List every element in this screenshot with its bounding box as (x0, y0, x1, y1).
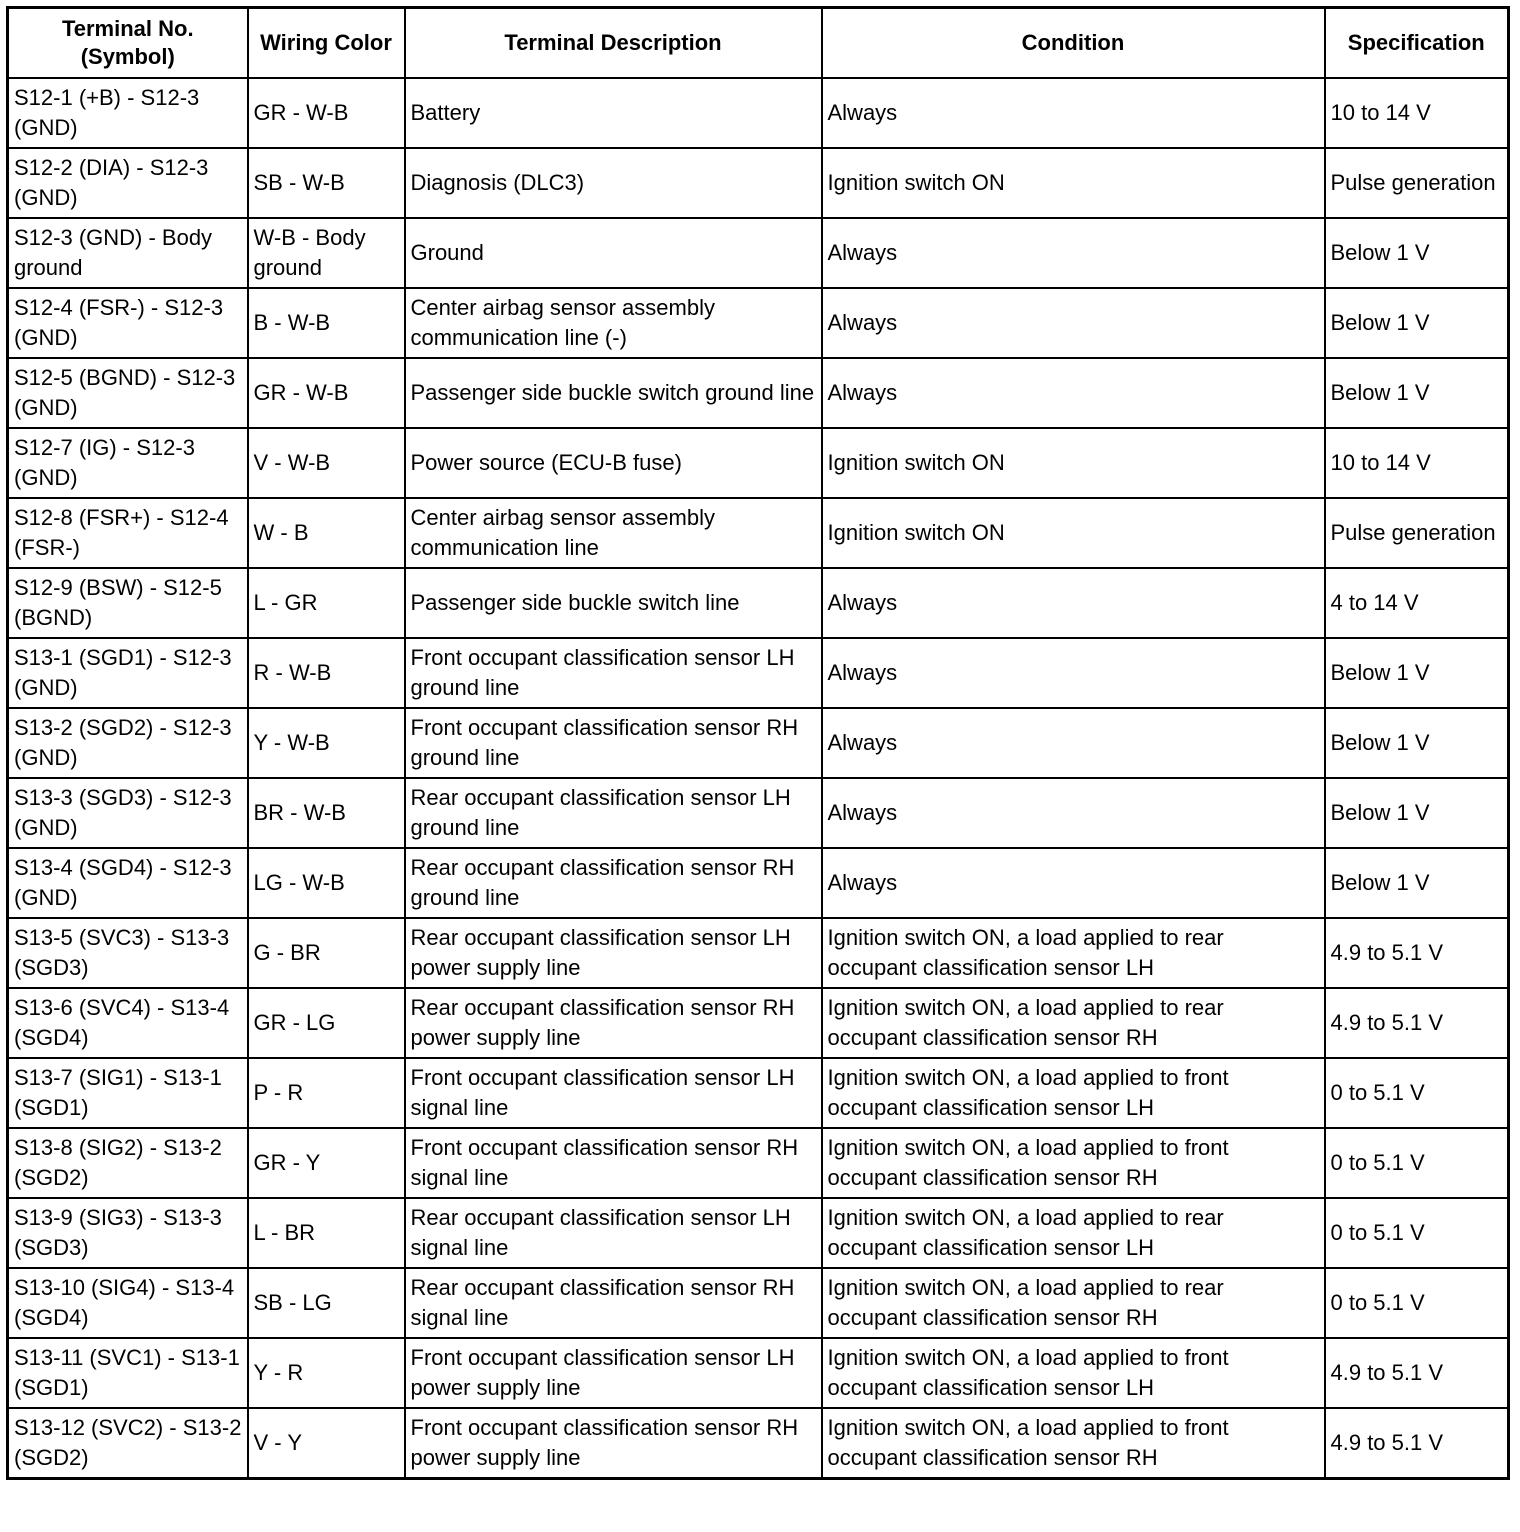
terminal-cell: S13-12 (SVC2) - S13-2 (SGD2) (8, 1408, 248, 1479)
condition-cell: Always (822, 848, 1325, 918)
specification-cell: Pulse generation (1325, 148, 1509, 218)
terminal-cell: S12-1 (+B) - S12-3 (GND) (8, 78, 248, 148)
condition-cell: Ignition switch ON, a load applied to rear occupant classification sensor RH (822, 988, 1325, 1058)
terminal-cell: S12-5 (BGND) - S12-3 (GND) (8, 358, 248, 428)
terminal-cell: S13-2 (SGD2) - S12-3 (GND) (8, 708, 248, 778)
header-terminal-no: Terminal No. (Symbol) (8, 8, 248, 79)
table-body (8, 78, 1509, 1479)
wiring-color-cell: V - W-B (248, 428, 405, 498)
specification-cell: Below 1 V (1325, 358, 1509, 428)
condition-cell: Always (822, 568, 1325, 638)
condition-cell: Always (822, 288, 1325, 358)
table-header (8, 8, 1509, 79)
table-row (8, 498, 1509, 568)
table-row (8, 218, 1509, 288)
condition-cell: Ignition switch ON, a load applied to front occupant classification sensor LH (822, 1058, 1325, 1128)
condition-cell: Ignition switch ON, a load applied to rear occupant classification sensor LH (822, 1198, 1325, 1268)
wiring-color-cell: R - W-B (248, 638, 405, 708)
specification-cell: 10 to 14 V (1325, 78, 1509, 148)
wiring-color-cell: BR - W-B (248, 778, 405, 848)
table-row (8, 428, 1509, 498)
wiring-color-cell: G - BR (248, 918, 405, 988)
description-cell: Passenger side buckle switch ground line (405, 358, 822, 428)
table-row (8, 848, 1509, 918)
specification-cell: 0 to 5.1 V (1325, 1128, 1509, 1198)
condition-cell: Ignition switch ON (822, 148, 1325, 218)
description-cell: Passenger side buckle switch line (405, 568, 822, 638)
description-cell: Front occupant classification sensor RH signal line (405, 1128, 822, 1198)
wiring-color-cell: L - BR (248, 1198, 405, 1268)
description-cell: Front occupant classification sensor RH ground line (405, 708, 822, 778)
description-cell: Rear occupant classification sensor RH power supply line (405, 988, 822, 1058)
header-specification: Specification (1325, 8, 1509, 79)
wiring-color-cell: B - W-B (248, 288, 405, 358)
terminal-cell: S13-7 (SIG1) - S13-1 (SGD1) (8, 1058, 248, 1128)
description-cell: Rear occupant classification sensor LH signal line (405, 1198, 822, 1268)
terminal-cell: S12-4 (FSR-) - S12-3 (GND) (8, 288, 248, 358)
specification-cell: Below 1 V (1325, 778, 1509, 848)
table-row (8, 638, 1509, 708)
table-row (8, 1338, 1509, 1408)
terminal-cell: S13-9 (SIG3) - S13-3 (SGD3) (8, 1198, 248, 1268)
description-cell: Rear occupant classification sensor LH ground line (405, 778, 822, 848)
wiring-color-cell: GR - Y (248, 1128, 405, 1198)
specification-cell: 0 to 5.1 V (1325, 1058, 1509, 1128)
condition-cell: Always (822, 358, 1325, 428)
specification-cell: 4.9 to 5.1 V (1325, 918, 1509, 988)
description-cell: Diagnosis (DLC3) (405, 148, 822, 218)
condition-cell: Always (822, 778, 1325, 848)
specification-cell: Below 1 V (1325, 288, 1509, 358)
terminal-cell: S12-2 (DIA) - S12-3 (GND) (8, 148, 248, 218)
specification-cell: Below 1 V (1325, 708, 1509, 778)
condition-cell: Ignition switch ON, a load applied to rear occupant classification sensor LH (822, 918, 1325, 988)
wiring-color-cell: W-B - Body ground (248, 218, 405, 288)
terminal-cell: S12-3 (GND) - Body ground (8, 218, 248, 288)
condition-cell: Ignition switch ON, a load applied to rear occupant classification sensor RH (822, 1268, 1325, 1338)
header-condition: Condition (822, 8, 1325, 79)
description-cell: Rear occupant classification sensor RH ground line (405, 848, 822, 918)
description-cell: Front occupant classification sensor LH ground line (405, 638, 822, 708)
terminal-spec-table (6, 6, 1510, 1480)
description-cell: Ground (405, 218, 822, 288)
specification-cell: 10 to 14 V (1325, 428, 1509, 498)
wiring-color-cell: Y - W-B (248, 708, 405, 778)
wiring-color-cell: W - B (248, 498, 405, 568)
description-cell: Front occupant classification sensor LH signal line (405, 1058, 822, 1128)
terminal-cell: S13-5 (SVC3) - S13-3 (SGD3) (8, 918, 248, 988)
specification-cell: 0 to 5.1 V (1325, 1268, 1509, 1338)
table-row (8, 918, 1509, 988)
specification-cell: Pulse generation (1325, 498, 1509, 568)
description-cell: Battery (405, 78, 822, 148)
description-cell: Rear occupant classification sensor RH signal line (405, 1268, 822, 1338)
wiring-color-cell: L - GR (248, 568, 405, 638)
table-row (8, 288, 1509, 358)
wiring-color-cell: GR - W-B (248, 78, 405, 148)
description-cell: Power source (ECU-B fuse) (405, 428, 822, 498)
terminal-cell: S13-8 (SIG2) - S13-2 (SGD2) (8, 1128, 248, 1198)
wiring-color-cell: LG - W-B (248, 848, 405, 918)
table-row (8, 1268, 1509, 1338)
condition-cell: Ignition switch ON, a load applied to front occupant classification sensor LH (822, 1338, 1325, 1408)
header-row (8, 8, 1509, 79)
table-row (8, 1128, 1509, 1198)
specification-cell: 0 to 5.1 V (1325, 1198, 1509, 1268)
table-row (8, 358, 1509, 428)
terminal-cell: S12-7 (IG) - S12-3 (GND) (8, 428, 248, 498)
table-row (8, 988, 1509, 1058)
description-cell: Center airbag sensor assembly communication line (-) (405, 288, 822, 358)
wiring-color-cell: GR - LG (248, 988, 405, 1058)
condition-cell: Always (822, 78, 1325, 148)
specification-cell: Below 1 V (1325, 218, 1509, 288)
table-row (8, 778, 1509, 848)
terminal-cell: S12-9 (BSW) - S12-5 (BGND) (8, 568, 248, 638)
wiring-color-cell: GR - W-B (248, 358, 405, 428)
terminal-cell: S13-1 (SGD1) - S12-3 (GND) (8, 638, 248, 708)
table-row (8, 708, 1509, 778)
condition-cell: Always (822, 218, 1325, 288)
header-terminal-description: Terminal Description (405, 8, 822, 79)
terminal-cell: S13-4 (SGD4) - S12-3 (GND) (8, 848, 248, 918)
wiring-color-cell: Y - R (248, 1338, 405, 1408)
description-cell: Front occupant classification sensor LH power supply line (405, 1338, 822, 1408)
table-row (8, 1408, 1509, 1479)
description-cell: Front occupant classification sensor RH power supply line (405, 1408, 822, 1479)
terminal-cell: S13-3 (SGD3) - S12-3 (GND) (8, 778, 248, 848)
condition-cell: Ignition switch ON, a load applied to front occupant classification sensor RH (822, 1128, 1325, 1198)
condition-cell: Always (822, 638, 1325, 708)
table-row (8, 1198, 1509, 1268)
wiring-color-cell: SB - W-B (248, 148, 405, 218)
specification-cell: Below 1 V (1325, 638, 1509, 708)
terminal-spec-table-wrapper (6, 6, 1510, 1480)
wiring-color-cell: P - R (248, 1058, 405, 1128)
table-row (8, 148, 1509, 218)
table-row (8, 568, 1509, 638)
terminal-cell: S13-6 (SVC4) - S13-4 (SGD4) (8, 988, 248, 1058)
terminal-cell: S13-11 (SVC1) - S13-1 (SGD1) (8, 1338, 248, 1408)
specification-cell: 4.9 to 5.1 V (1325, 1408, 1509, 1479)
wiring-color-cell: V - Y (248, 1408, 405, 1479)
table-row (8, 1058, 1509, 1128)
table-row (8, 78, 1509, 148)
description-cell: Center airbag sensor assembly communication line (405, 498, 822, 568)
specification-cell: 4.9 to 5.1 V (1325, 1338, 1509, 1408)
description-cell: Rear occupant classification sensor LH power supply line (405, 918, 822, 988)
condition-cell: Ignition switch ON (822, 498, 1325, 568)
specification-cell: 4.9 to 5.1 V (1325, 988, 1509, 1058)
specification-cell: 4 to 14 V (1325, 568, 1509, 638)
wiring-color-cell: SB - LG (248, 1268, 405, 1338)
condition-cell: Always (822, 708, 1325, 778)
condition-cell: Ignition switch ON (822, 428, 1325, 498)
specification-cell: Below 1 V (1325, 848, 1509, 918)
terminal-cell: S12-8 (FSR+) - S12-4 (FSR-) (8, 498, 248, 568)
terminal-cell: S13-10 (SIG4) - S13-4 (SGD4) (8, 1268, 248, 1338)
header-wiring-color: Wiring Color (248, 8, 405, 79)
condition-cell: Ignition switch ON, a load applied to front occupant classification sensor RH (822, 1408, 1325, 1479)
